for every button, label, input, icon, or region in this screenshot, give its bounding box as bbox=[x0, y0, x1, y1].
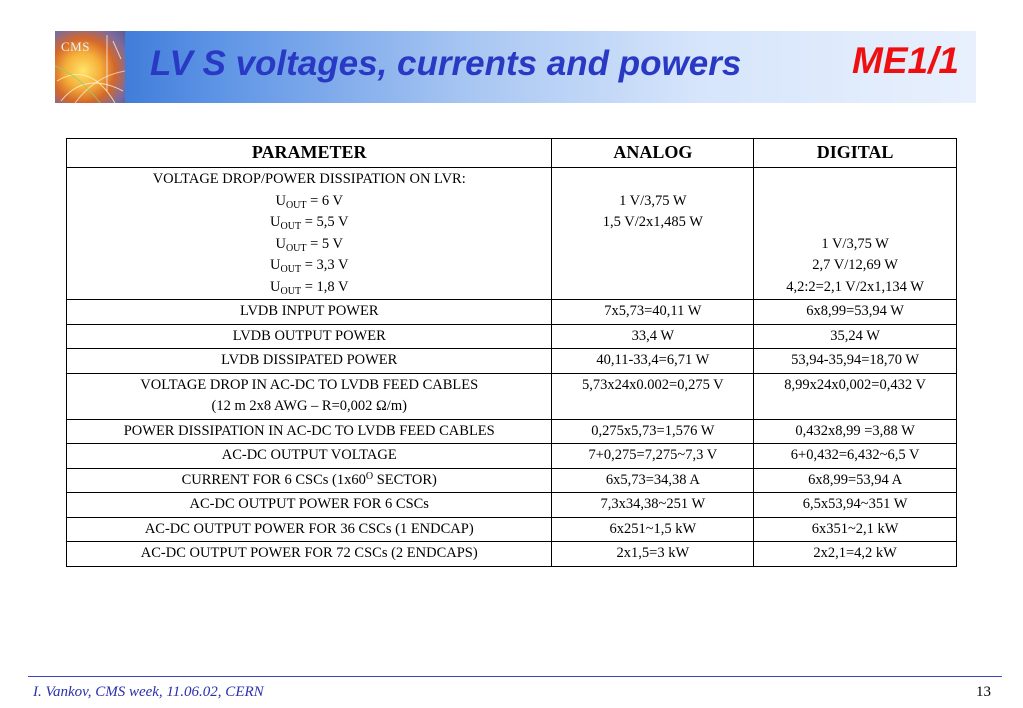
analog-cell: 7+0,275=7,275~7,3 V bbox=[552, 444, 754, 469]
u-subscript: OUT bbox=[285, 199, 307, 211]
analog-cell: 0,275x5,73=1,576 W bbox=[552, 419, 754, 444]
analog-cell: 40,11-33,4=6,71 W bbox=[552, 349, 754, 374]
u-symbol: U bbox=[275, 192, 286, 209]
analog-value: 1 V/3,75 W bbox=[619, 192, 687, 209]
column-header-parameter: PARAMETER bbox=[67, 139, 552, 168]
table-header-row bbox=[67, 139, 957, 168]
analog-cell: 5,73x24x0.002=0,275 V bbox=[552, 373, 754, 419]
table-row bbox=[67, 517, 957, 542]
digital-cell: 53,94-35,94=18,70 W bbox=[754, 349, 957, 374]
u-symbol: U bbox=[270, 257, 281, 273]
parameter-cell: LVDB DISSIPATED POWER bbox=[67, 349, 552, 374]
digital-cell: 2x2,1=4,2 kW bbox=[754, 542, 957, 567]
table-row-cable-voltage-drop bbox=[67, 373, 957, 419]
u-subscript: OUT bbox=[280, 221, 302, 232]
u-value: = 6 V bbox=[310, 192, 344, 209]
analog-cell: 6x251~1,5 kW bbox=[552, 517, 754, 542]
column-header-analog: ANALOG bbox=[552, 139, 754, 168]
degree-superscript: O bbox=[365, 470, 374, 482]
voltage-drop-analog-cell bbox=[552, 168, 754, 300]
voltage-drop-digital-cell bbox=[754, 168, 957, 300]
analog-cell: 33,4 W bbox=[552, 324, 754, 349]
table-row bbox=[67, 419, 957, 444]
analog-cell: 2x1,5=3 kW bbox=[552, 542, 754, 567]
u-value: = 5,5 V bbox=[304, 214, 349, 230]
u-symbol: U bbox=[270, 214, 281, 230]
voltage-drop-parameter-cell bbox=[67, 168, 552, 300]
parameter-cell: LVDB INPUT POWER bbox=[67, 300, 552, 325]
parameter-cell: POWER DISSIPATION IN AC-DC TO LVDB FEED CABLES bbox=[67, 419, 552, 444]
table-row-current bbox=[67, 468, 957, 493]
u-subscript: OUT bbox=[280, 285, 302, 297]
digital-value: 1 V/3,75 W bbox=[821, 235, 889, 252]
table-row bbox=[67, 324, 957, 349]
table-row-voltage-drop bbox=[67, 168, 957, 300]
page-title: LV S voltages, currents and powers bbox=[150, 44, 742, 83]
footer-divider bbox=[28, 676, 1002, 677]
cms-logo bbox=[55, 31, 125, 103]
table-row bbox=[67, 444, 957, 469]
parameter-cell: AC-DC OUTPUT POWER FOR 72 CSCs (2 ENDCAPS) bbox=[67, 542, 552, 567]
analog-cell: 7x5,73=40,11 W bbox=[552, 300, 754, 325]
digital-cell: 6+0,432=6,432~6,5 V bbox=[754, 444, 957, 469]
parameter-cell: AC-DC OUTPUT POWER FOR 36 CSCs (1 ENDCAP) bbox=[67, 517, 552, 542]
digital-cell: 8,99x24x0,002=0,432 V bbox=[754, 373, 957, 419]
parameter-cell: AC-DC OUTPUT VOLTAGE bbox=[67, 444, 552, 469]
u-subscript: OUT bbox=[285, 242, 307, 254]
analog-cell: 6x5,73=34,38 A bbox=[552, 468, 754, 493]
footer-credit: I. Vankov, CMS week, 11.06.02, CERN bbox=[33, 684, 264, 700]
u-out-line-5 bbox=[70, 277, 548, 299]
digital-value: 2,7 V/12,69 W bbox=[812, 257, 898, 273]
digital-cell: 0,432x8,99 =3,88 W bbox=[754, 419, 957, 444]
digital-cell: 35,24 W bbox=[754, 324, 957, 349]
cable-param-line-2: (12 m 2x8 AWG – R=0,002 Ω/m) bbox=[211, 398, 407, 414]
table-row bbox=[67, 493, 957, 518]
current-param-pre: CURRENT FOR 6 CSCs (1x60 bbox=[181, 471, 366, 488]
u-value: = 1,8 V bbox=[304, 278, 349, 295]
u-value: = 3,3 V bbox=[304, 257, 349, 273]
digital-cell: 6x8,99=53,94 A bbox=[754, 468, 957, 493]
page-number: 13 bbox=[976, 684, 991, 700]
column-header-digital: DIGITAL bbox=[754, 139, 957, 168]
digital-cell: 6x8,99=53,94 W bbox=[754, 300, 957, 325]
logo-text: CMS bbox=[61, 39, 90, 54]
table-row bbox=[67, 300, 957, 325]
u-out-line-1 bbox=[70, 191, 548, 213]
u-out-line-2 bbox=[70, 212, 548, 234]
voltage-drop-title: VOLTAGE DROP/POWER DISSIPATION ON LVR: bbox=[152, 171, 466, 187]
parameter-cell bbox=[67, 468, 552, 493]
analog-value: 1,5 V/2x1,485 W bbox=[602, 214, 703, 230]
parameters-table bbox=[66, 138, 957, 567]
digital-cell: 6,5x53,94~351 W bbox=[754, 493, 957, 518]
section-label: ME1/1 bbox=[852, 40, 959, 81]
u-value: = 5 V bbox=[310, 235, 344, 252]
analog-cell: 7,3x34,38~251 W bbox=[552, 493, 754, 518]
parameter-cell bbox=[67, 373, 552, 419]
parameter-cell: LVDB OUTPUT POWER bbox=[67, 324, 552, 349]
parameter-cell: AC-DC OUTPUT POWER FOR 6 CSCs bbox=[67, 493, 552, 518]
table-row bbox=[67, 349, 957, 374]
u-symbol: U bbox=[270, 278, 281, 295]
u-out-line-3 bbox=[70, 234, 548, 256]
u-symbol: U bbox=[275, 235, 286, 252]
digital-cell: 6x351~2,1 kW bbox=[754, 517, 957, 542]
table-row bbox=[67, 542, 957, 567]
u-out-line-4 bbox=[70, 255, 548, 277]
digital-value: 4,2:2=2,1 V/2x1,134 W bbox=[786, 278, 924, 295]
u-subscript: OUT bbox=[280, 264, 302, 275]
cable-param-line-1: VOLTAGE DROP IN AC-DC TO LVDB FEED CABLES bbox=[140, 376, 479, 393]
current-param-post: SECTOR) bbox=[373, 471, 437, 488]
